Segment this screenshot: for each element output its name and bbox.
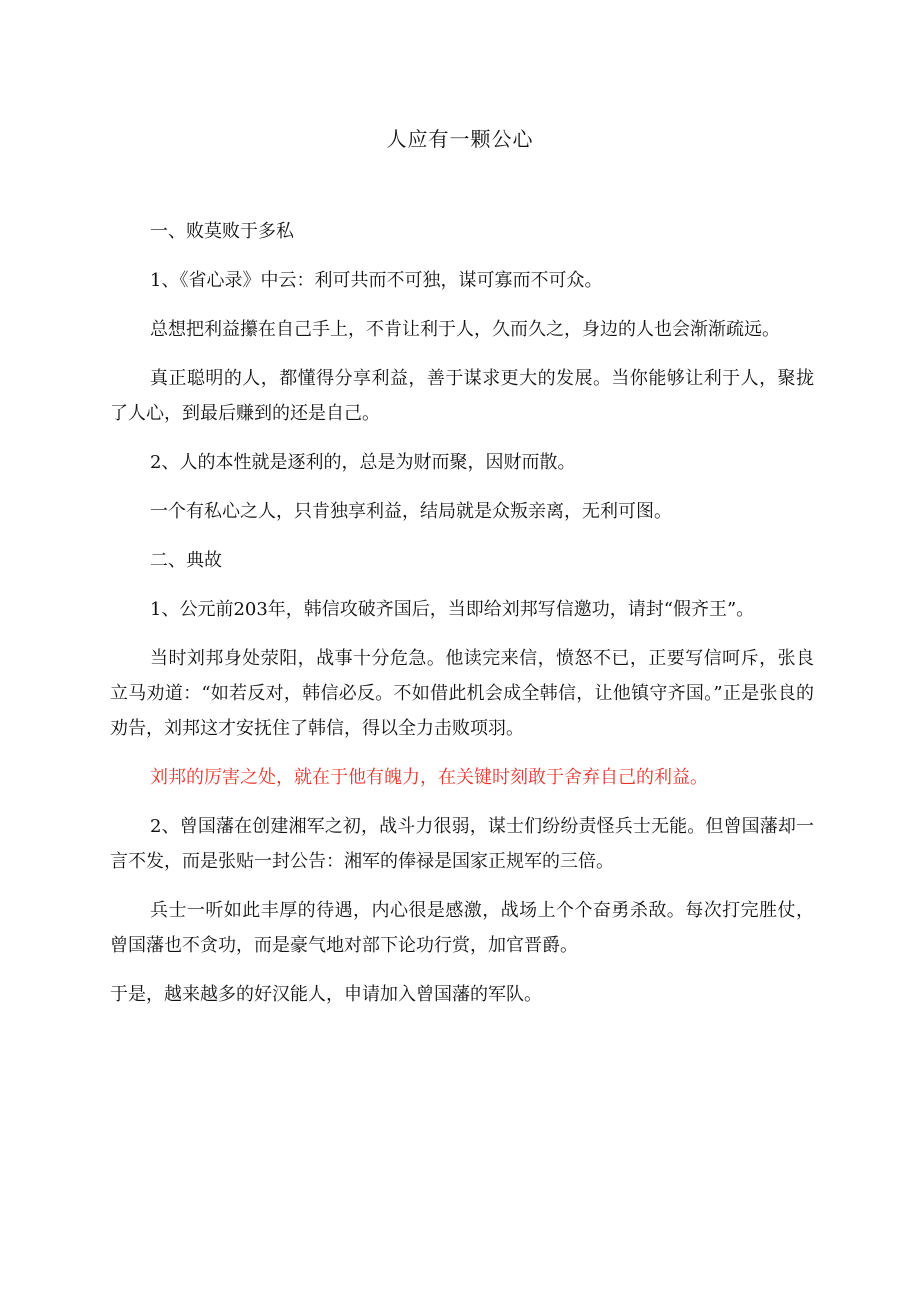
section-heading-2: 二、典故 bbox=[150, 550, 222, 571]
highlighted-paragraph: 刘邦的厉害之处，就在于他有魄力，在关键时刻敢于舍弃自己的利益。 bbox=[150, 767, 708, 788]
document-title: 人应有一颗公心 bbox=[386, 127, 534, 151]
paragraph: 一个有私心之人，只肯独享利益，结局就是众叛亲离，无利可图。 bbox=[150, 501, 672, 522]
paragraph: 兵士一听如此丰厚的待遇，内心很是感激，战场上个个奋勇杀敌。每次打完胜仗，曾国藩也不贪功，而是豪气地对部下论功行赏，加官晋爵。 bbox=[110, 900, 814, 956]
paragraph-story-1: 1、公元前203年，韩信攻破齐国后，当即给刘邦写信邀功，请封“假齐王”。 bbox=[150, 599, 755, 620]
paragraph: 总想把利益攥在自己手上，不肯让利于人，久而久之，身边的人也会渐渐疏远。 bbox=[150, 319, 780, 340]
paragraph-quote-1: 1、《省心录》中云：利可共而不可独，谋可寡而不可众。 bbox=[150, 270, 603, 291]
paragraph-point-2: 2、人的本性就是逐利的，总是为财而聚，因财而散。 bbox=[150, 452, 576, 473]
section-heading-1: 一、败莫败于多私 bbox=[150, 221, 294, 242]
document-body bbox=[110, 214, 814, 1026]
paragraph-closing: 于是，越来越多的好汉能人，申请加入曾国藩的军队。 bbox=[110, 984, 542, 1005]
paragraph: 真正聪明的人，都懂得分享利益，善于谋求更大的发展。当你能够让利于人，聚拢了人心，到最后赚到的还是自己。 bbox=[110, 368, 814, 424]
paragraph: 当时刘邦身处荥阳，战事十分危急。他读完来信，愤怒不已，正要写信呵斥，张良立马劝道：“如若反对，韩信必反。不如借此机会成全韩信，让他镇守齐国。”正是张良的劝告，刘邦这才安抚住了韩信，得以全力击败项羽。 bbox=[110, 648, 814, 739]
paragraph-story-2: 2、曾国藩在创建湘军之初，战斗力很弱，谋士们纷纷责怪兵士无能。但曾国藩却一言不发，而是张贴一封公告：湘军的俸禄是国家正规军的三倍。 bbox=[110, 816, 814, 872]
